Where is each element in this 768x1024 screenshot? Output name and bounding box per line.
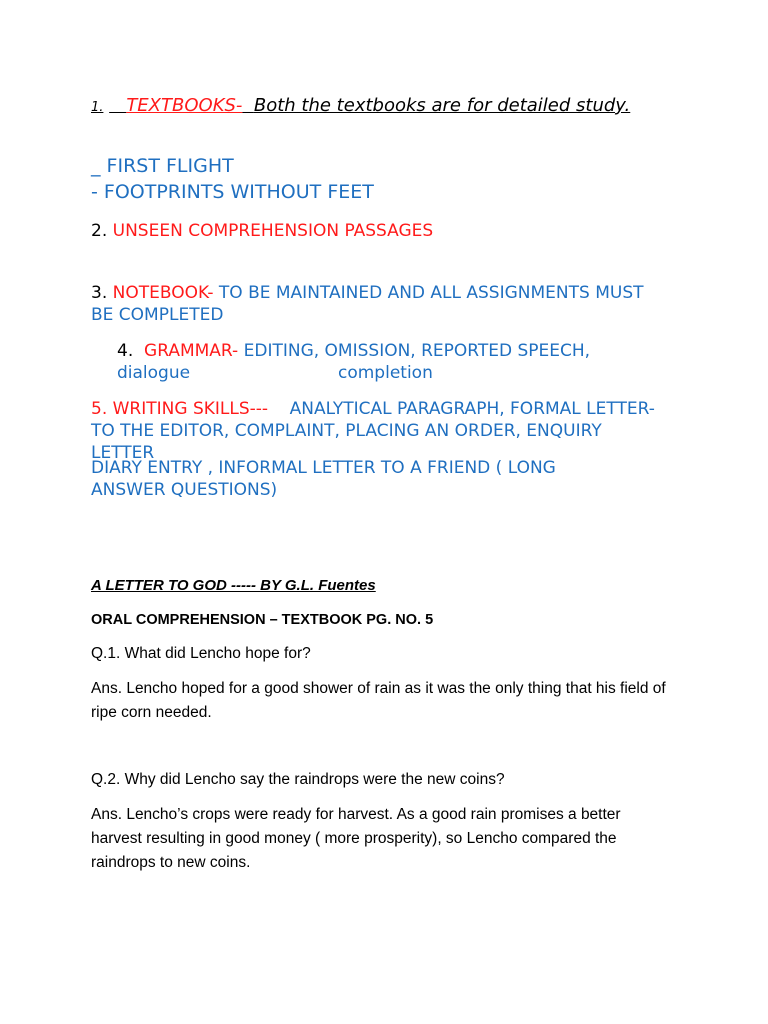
item-4-text-cont: completion (338, 363, 433, 383)
item-1-text: Both the textbooks are for detailed study. (253, 95, 631, 116)
item-3-label: NOTEBOOK- (112, 283, 214, 303)
item-5-label: 5. WRITING SKILLS--- (91, 399, 269, 419)
item-5-writing (91, 398, 668, 464)
lesson-title: A LETTER TO GOD ----- BY G.L. Fuentes (91, 577, 376, 594)
item-1-number: 1. (91, 100, 104, 115)
item-4-number: 4. (117, 341, 134, 361)
answer-2: Ans. Lencho’s crops were ready for harvest. As a good rain promises a better harvest resulting in good money ( more prosperity), so Lencho compared the raindrops to new coins. (91, 806, 621, 871)
item-2-unseen (91, 220, 668, 242)
item-3-number: 3. (91, 283, 108, 303)
section-heading: ORAL COMPREHENSION – TEXTBOOK PG. NO. 5 (91, 612, 434, 628)
item-1-label: TEXTBOOKS- (126, 95, 243, 116)
question-2: Q.2. Why did Lencho say the raindrops were the new coins? (91, 771, 505, 788)
item-5b-diary: DIARY ENTRY , INFORMAL LETTER TO A FRIEND ( LONG ANSWER QUESTIONS) (91, 458, 556, 500)
question-1: Q.1. What did Lencho hope for? (91, 645, 311, 662)
item-3-text: TO BE MAINTAINED AND ALL ASSIGNMENTS MUST BE COMPLETED (91, 283, 644, 325)
answer-1: Ans. Lencho hoped for a good shower of rain as it was the only thing that his field of ripe corn needed. (91, 680, 666, 721)
item-4-text: EDITING, OMISSION, REPORTED SPEECH, dialogue (117, 341, 591, 383)
item-2-number: 2. (91, 221, 108, 241)
item-4-label: GRAMMAR- (144, 341, 239, 361)
item-5-text: ANALYTICAL PARAGRAPH, FORMAL LETTER- TO THE EDITOR, COMPLAINT, PLACING AN ORDER, ENQUIRY LETTER (91, 399, 655, 463)
item-2-label: UNSEEN COMPREHENSION PASSAGES (112, 221, 434, 241)
book-first-flight: _ FIRST FLIGHT (91, 155, 234, 177)
book-footprints: - FOOTPRINTS WITHOUT FEET (91, 181, 374, 203)
item-1-textbooks (91, 93, 638, 121)
item-3-notebook (91, 282, 663, 326)
